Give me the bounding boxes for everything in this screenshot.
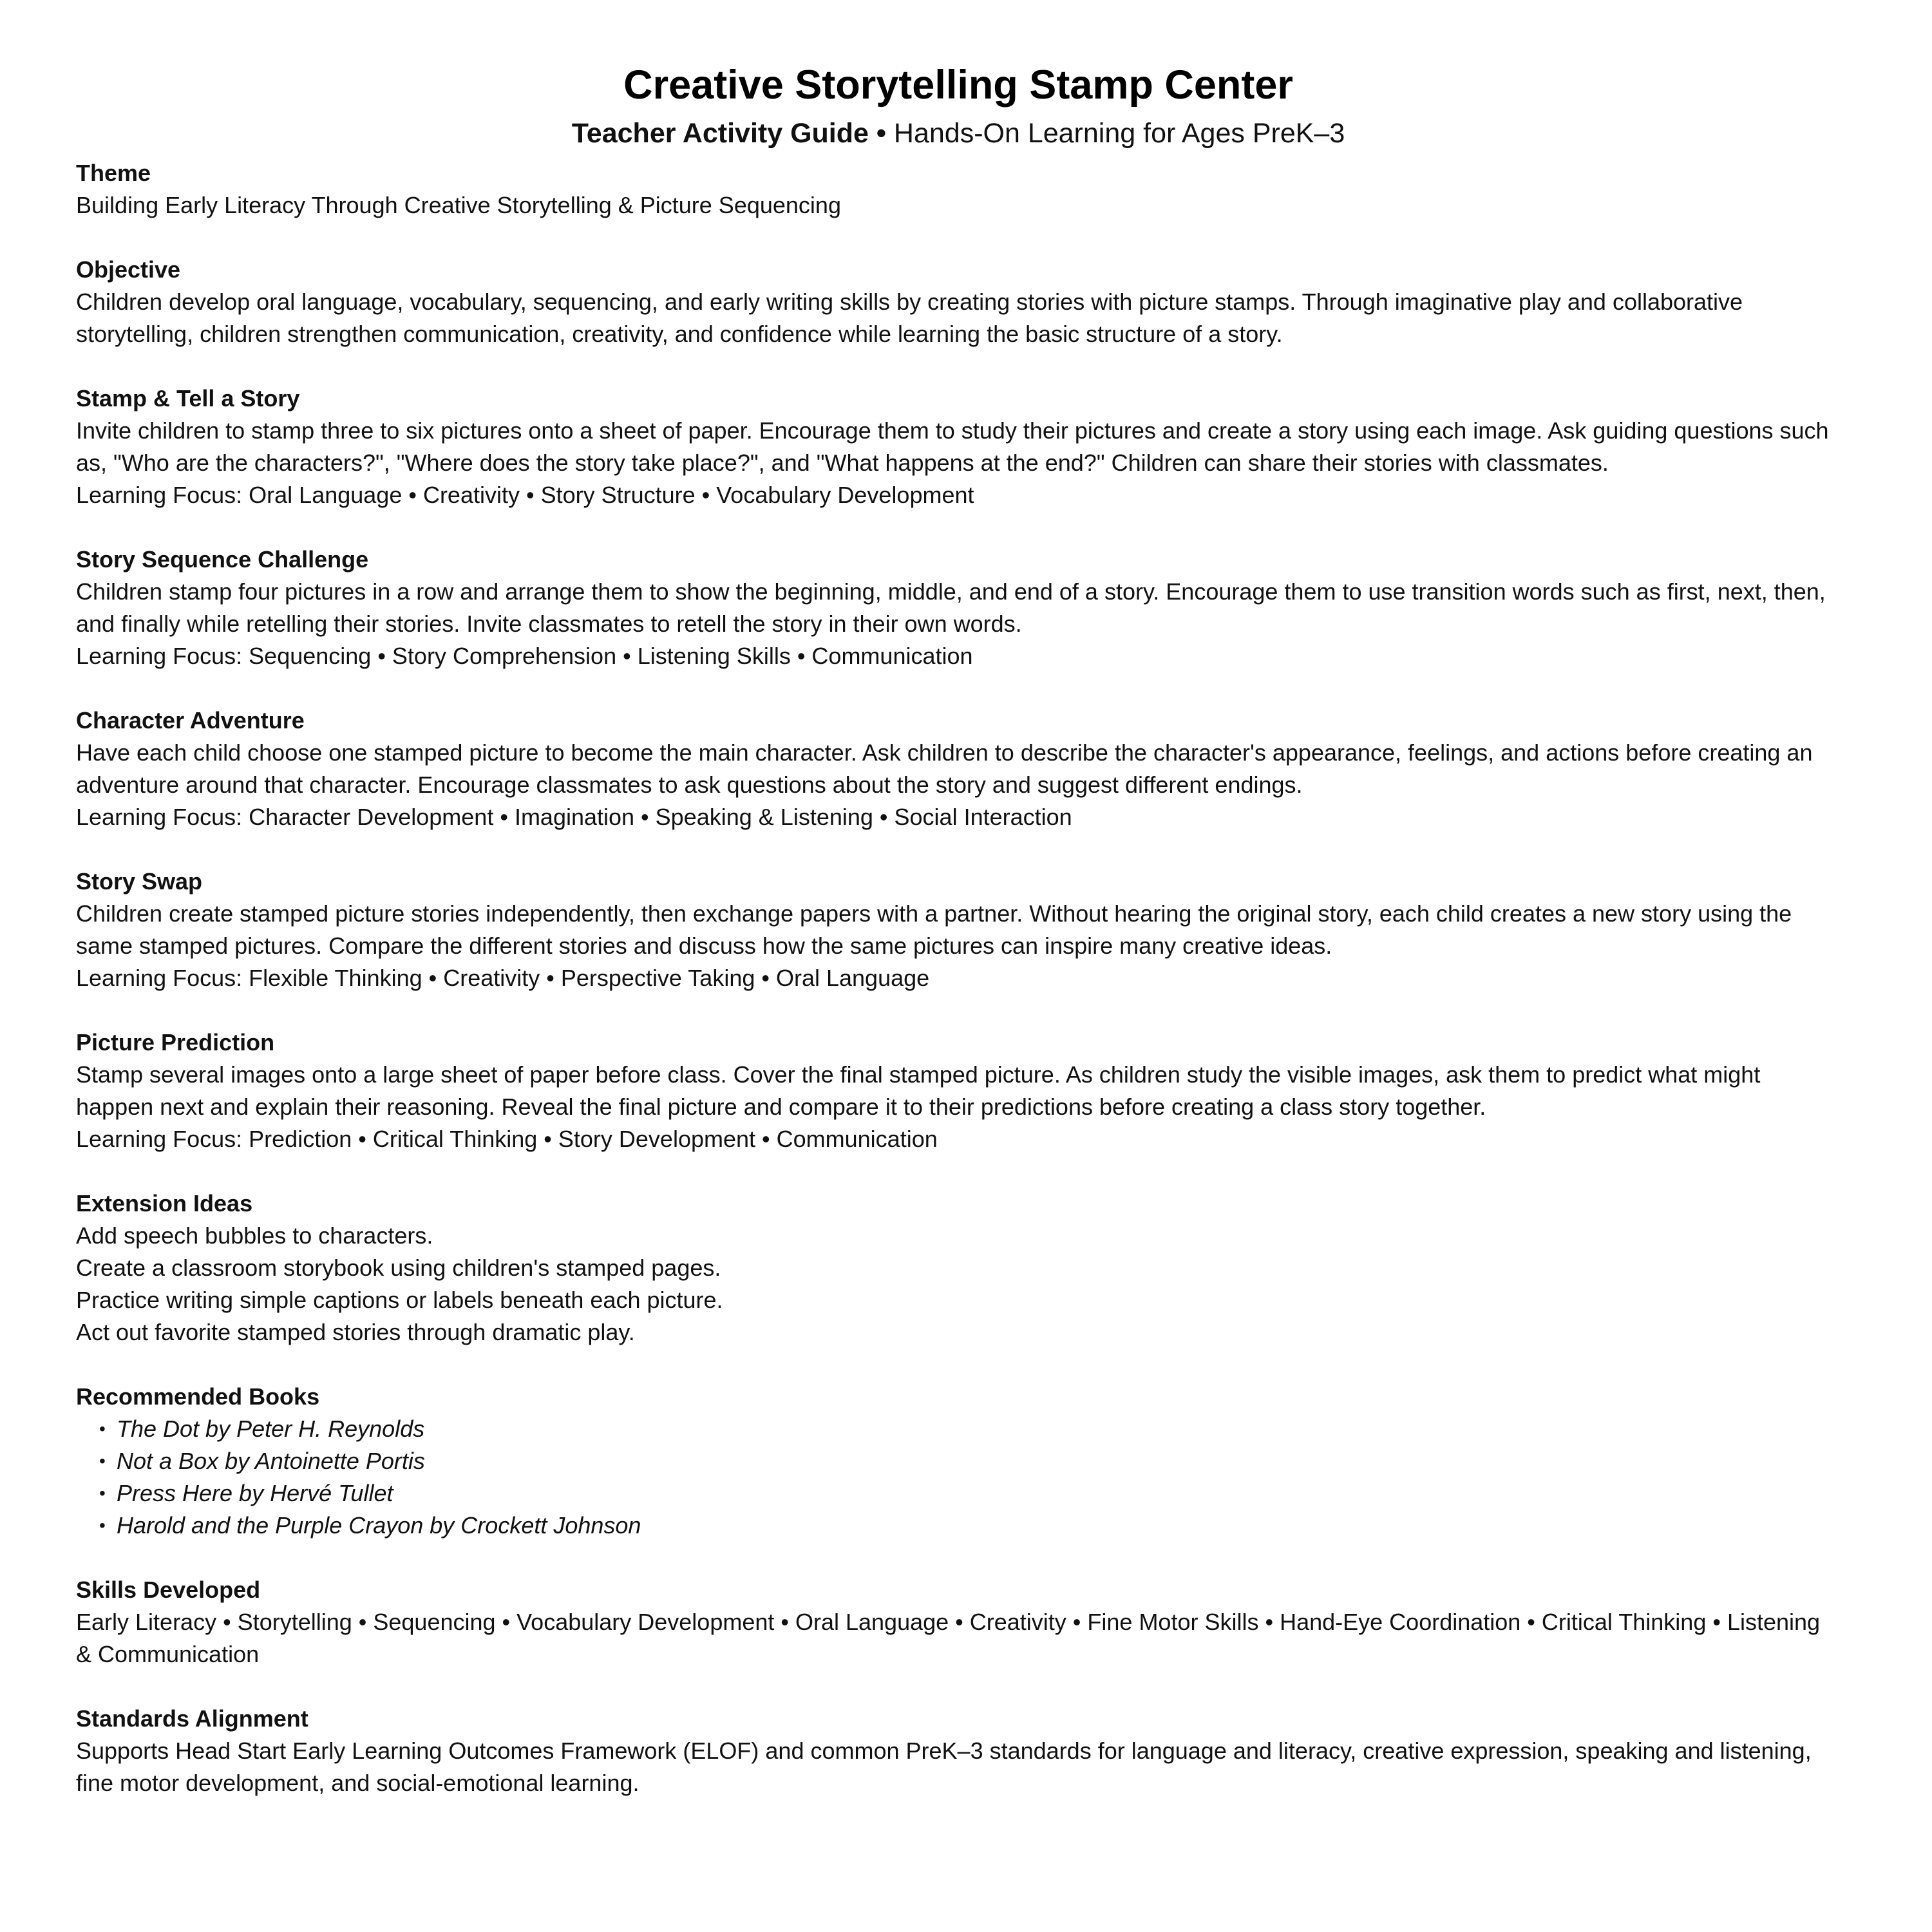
bullet-icon: • xyxy=(99,1515,106,1535)
activity-heading: Character Adventure xyxy=(76,707,305,734)
book-title: Press Here by Hervé Tullet xyxy=(117,1480,393,1506)
extension-heading: Extension Ideas xyxy=(76,1190,253,1217)
activity-sequence-challenge xyxy=(76,544,1841,672)
activity-character-adventure xyxy=(76,705,1841,833)
learning-focus: Learning Focus: Character Development • Imagination • Speaking & Listening • Social Interaction xyxy=(76,804,1072,830)
objective-section xyxy=(76,254,1841,350)
activity-text: Children create stamped picture stories independently, then exchange papers with a partner. Without hearing the original story, each child creates a new story using the same stamped pictures. Compare the different stories and discuss how the same pictures can inspire many creative ideas. xyxy=(76,900,1792,959)
page-title: Creative Storytelling Stamp Center xyxy=(623,62,1293,108)
objective-heading: Objective xyxy=(76,256,181,283)
activity-text: Children stamp four pictures in a row and arrange them to show the beginning, middle, and end of a story. Encourage them to use transition words such as first, next, then, and finally while retelling their stories. Invite classmates to retell the story in their own words. xyxy=(76,578,1826,637)
activity-story-swap xyxy=(76,866,1841,994)
theme-heading: Theme xyxy=(76,160,151,186)
activity-guide-page xyxy=(76,57,1841,1832)
learning-focus: Learning Focus: Sequencing • Story Comprehension • Listening Skills • Communication xyxy=(76,643,973,669)
activity-heading: Story Swap xyxy=(76,868,203,895)
subtitle-regular: Hands-On Learning for Ages PreK–3 xyxy=(893,118,1345,149)
extension-item: Add speech bubbles to characters. xyxy=(76,1222,433,1249)
skills-text: Early Literacy • Storytelling • Sequencing • Vocabulary Development • Oral Language • Creativity • Fine Motor Skills • Hand-Eye Coordination • Critical Thinking • Listening & Communication xyxy=(76,1609,1821,1667)
activity-text: Have each child choose one stamped picture to become the main character. Ask children to describe the character's appearance, feelings, and actions before creating an adventure around that character. Encourage classmates to ask questions about the story and suggest different endings. xyxy=(76,739,1813,798)
book-item xyxy=(76,1477,1841,1510)
bullet-icon: • xyxy=(99,1419,106,1439)
theme-text: Building Early Literacy Through Creative Storytelling & Picture Sequencing xyxy=(76,192,841,218)
learning-focus: Learning Focus: Flexible Thinking • Creativity • Perspective Taking • Oral Language xyxy=(76,965,930,991)
books-section xyxy=(76,1381,1841,1542)
books-list xyxy=(76,1413,1841,1542)
activity-picture-prediction xyxy=(76,1027,1841,1155)
bullet-icon: • xyxy=(99,1483,106,1503)
standards-section xyxy=(76,1703,1841,1799)
activity-heading: Picture Prediction xyxy=(76,1029,275,1056)
skills-heading: Skills Developed xyxy=(76,1577,261,1603)
extension-item: Create a classroom storybook using children's stamped pages. xyxy=(76,1255,721,1281)
book-item xyxy=(76,1510,1841,1542)
objective-text: Children develop oral language, vocabulary, sequencing, and early writing skills by creating stories with picture stamps. Through imaginative play and collaborative storytelling, children strengthen communication, creativity, and confidence while learning the basic structure of a story. xyxy=(76,289,1743,347)
standards-text: Supports Head Start Early Learning Outcomes Framework (ELOF) and common PreK–3 standards for language and literacy, creative expression, speaking and listening, fine motor development, and social-emotional learning. xyxy=(76,1738,1812,1796)
skills-section xyxy=(76,1574,1841,1671)
learning-focus: Learning Focus: Prediction • Critical Thinking • Story Development • Communication xyxy=(76,1126,938,1152)
book-title: The Dot by Peter H. Reynolds xyxy=(117,1416,425,1442)
activity-text: Stamp several images onto a large sheet of paper before class. Cover the final stamped picture. As children study the visible images, ask them to predict what might happen next and explain their reasoning. Reveal the final picture and compare it to their predictions before creating a class story together. xyxy=(76,1061,1761,1120)
learning-focus: Learning Focus: Oral Language • Creativity • Story Structure • Vocabulary Development xyxy=(76,482,974,508)
theme-section xyxy=(76,157,1841,222)
activity-heading: Stamp & Tell a Story xyxy=(76,385,300,412)
page-subtitle xyxy=(76,113,1841,153)
extension-item: Act out favorite stamped stories through dramatic play. xyxy=(76,1319,635,1345)
book-item xyxy=(76,1445,1841,1477)
activity-heading: Story Sequence Challenge xyxy=(76,546,369,573)
books-heading: Recommended Books xyxy=(76,1383,320,1410)
bullet-icon: • xyxy=(99,1451,106,1471)
book-title: Not a Box by Antoinette Portis xyxy=(117,1448,425,1474)
book-item xyxy=(76,1413,1841,1445)
activity-text: Invite children to stamp three to six pictures onto a sheet of paper. Encourage them to study their pictures and create a story using each image. Ask guiding questions such as, "Who are the characters?", "Where does the story take place?", and "What happens at the end?" Children can share their stories with classmates. xyxy=(76,417,1829,476)
activity-stamp-tell xyxy=(76,383,1841,511)
book-title: Harold and the Purple Crayon by Crockett Johnson xyxy=(117,1512,641,1539)
standards-heading: Standards Alignment xyxy=(76,1705,308,1732)
extension-section xyxy=(76,1188,1841,1349)
subtitle-bold: Teacher Activity Guide • xyxy=(571,118,886,149)
extension-item: Practice writing simple captions or labels beneath each picture. xyxy=(76,1287,723,1313)
